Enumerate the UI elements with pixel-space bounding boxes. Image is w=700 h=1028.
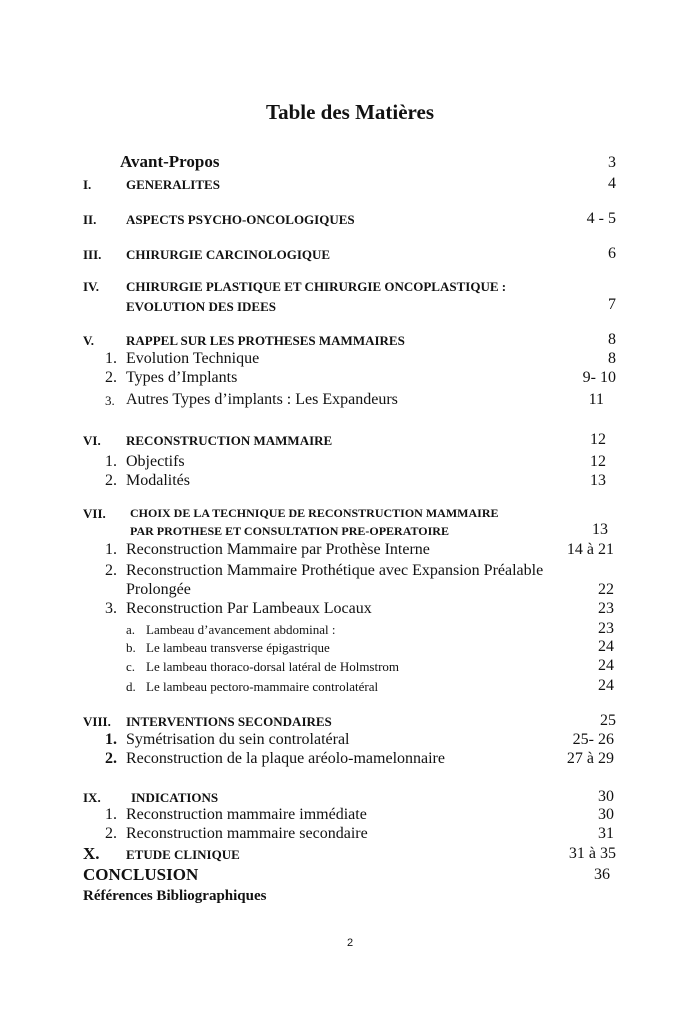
toc-item-page: 9- 10 xyxy=(582,369,616,386)
toc-item-number: 3. xyxy=(105,393,115,408)
toc-item-label: Symétrisation du sein controlatéral xyxy=(126,731,350,748)
toc-item-label-continued: Prolongée xyxy=(126,581,191,598)
toc-references-label: Références Bibliographiques xyxy=(83,888,267,904)
toc-section-page: 8 xyxy=(608,331,616,348)
toc-subitem-letter: b. xyxy=(126,640,136,655)
toc-section-page: 12 xyxy=(590,431,606,448)
toc-item-page: 23 xyxy=(598,600,614,617)
toc-section-page: 13 xyxy=(592,521,608,538)
toc-section-number: I. xyxy=(83,177,92,192)
toc-item-number: 2. xyxy=(105,472,117,489)
toc-section-label: ASPECTS PSYCHO-ONCOLOGIQUES xyxy=(126,212,355,227)
toc-section-label: RECONSTRUCTION MAMMAIRE xyxy=(126,433,333,448)
toc-section-label: CHIRURGIE CARCINOLOGIQUE xyxy=(126,247,331,262)
toc-item-number: 2. xyxy=(105,369,117,386)
toc-section-number: VII. xyxy=(83,506,106,521)
toc-section-number: II. xyxy=(83,212,97,227)
toc-section-number: VIII. xyxy=(83,714,111,729)
toc-section-label-continued: EVOLUTION DES IDEES xyxy=(126,299,277,314)
toc-section-label: RAPPEL SUR LES PROTHESES MAMMAIRES xyxy=(126,333,405,348)
toc-item-page: 22 xyxy=(598,581,614,598)
toc-section-label: GENERALITES xyxy=(126,177,220,192)
toc-avant-propos-page: 3 xyxy=(608,154,616,171)
toc-item-number: 1. xyxy=(105,806,117,823)
toc-item-label: Autres Types d’implants : Les Expandeurs xyxy=(126,391,398,408)
toc-item-page: 13 xyxy=(590,472,606,489)
toc-section-page: 30 xyxy=(598,788,614,805)
toc-subitem-label: Le lambeau pectoro-mammaire controlatéral xyxy=(146,679,379,694)
toc-section-page: 31 à 35 xyxy=(568,845,616,862)
toc-item-page: 8 xyxy=(608,350,616,367)
toc-subitem-letter: c. xyxy=(126,659,136,674)
toc-section-number: X. xyxy=(83,844,100,863)
toc-section-page: 25 xyxy=(600,712,616,729)
toc-item-label: Evolution Technique xyxy=(126,350,260,367)
toc-item-page: 30 xyxy=(598,806,614,823)
toc-section-label-continued: PAR PROTHESE ET CONSULTATION PRE-OPERATOIRE xyxy=(130,524,449,538)
toc-section-label: CHOIX DE LA TECHNIQUE DE RECONSTRUCTION MAMMAIRE xyxy=(130,506,499,520)
toc-section-label: INTERVENTIONS SECONDAIRES xyxy=(126,714,332,729)
toc-avant-propos-label: Avant-Propos xyxy=(120,152,220,171)
toc-section-number: IV. xyxy=(83,279,100,294)
toc-subitem-page: 24 xyxy=(598,657,614,674)
toc-section-page: 7 xyxy=(608,296,616,313)
toc-subitem-page: 23 xyxy=(598,620,614,637)
toc-subitem-page: 24 xyxy=(598,638,614,655)
toc-item-page: 25- 26 xyxy=(572,731,614,748)
toc-section-label: ETUDE CLINIQUE xyxy=(126,847,240,862)
toc-item-label: Modalités xyxy=(126,472,190,489)
toc-item-number: 2. xyxy=(105,750,117,767)
footer-page-number: 2 xyxy=(346,937,354,949)
toc-item-page: 12 xyxy=(590,453,606,470)
toc-item-label: Reconstruction de la plaque aréolo-mamelonnaire xyxy=(126,750,445,767)
toc-item-page: 14 à 21 xyxy=(566,541,614,558)
toc-section-page: 4 xyxy=(608,175,616,192)
toc-item-label: Reconstruction mammaire secondaire xyxy=(126,825,368,842)
toc-item-page: 27 à 29 xyxy=(566,750,614,767)
page-title: Table des Matières xyxy=(266,100,434,124)
toc-item-number: 2. xyxy=(105,825,117,842)
toc-item-number: 2. xyxy=(105,562,117,579)
toc-item-label: Reconstruction mammaire immédiate xyxy=(126,806,367,823)
toc-item-label: Types d’Implants xyxy=(126,369,238,386)
toc-item-label: Reconstruction Par Lambeaux Locaux xyxy=(126,600,372,617)
toc-section-label: INDICATIONS xyxy=(131,790,219,805)
toc-item-number: 1. xyxy=(105,541,117,558)
toc-conclusion-label: CONCLUSION xyxy=(83,865,199,884)
toc-section-number: V. xyxy=(83,333,94,348)
toc-subitem-letter: d. xyxy=(126,679,136,694)
toc-conclusion-page: 36 xyxy=(594,866,610,883)
toc-item-page: 11 xyxy=(588,391,604,408)
toc-subitem-letter: a. xyxy=(126,622,136,637)
toc-section-number: IX. xyxy=(83,790,101,805)
toc-subitem-label: Lambeau d’avancement abdominal : xyxy=(146,622,336,637)
toc-subitem-page: 24 xyxy=(598,677,614,694)
toc-section-number: III. xyxy=(83,247,102,262)
toc-item-number: 1. xyxy=(105,453,117,470)
toc-item-number: 3. xyxy=(105,600,117,617)
toc-item-label: Reconstruction Mammaire Prothétique avec Expansion Préalable xyxy=(126,562,544,579)
toc-subitem-label: Le lambeau thoraco-dorsal latéral de Holmstrom xyxy=(146,659,400,674)
toc-item-page: 31 xyxy=(598,825,614,842)
toc-section-page: 4 - 5 xyxy=(586,210,616,227)
toc-item-number: 1. xyxy=(105,731,117,748)
toc-section-label: CHIRURGIE PLASTIQUE ET CHIRURGIE ONCOPLASTIQUE : xyxy=(126,279,507,294)
toc-subitem-label: Le lambeau transverse épigastrique xyxy=(146,640,330,655)
toc-section-number: VI. xyxy=(83,433,101,448)
toc-section-page: 6 xyxy=(608,245,616,262)
toc-item-label: Reconstruction Mammaire par Prothèse Interne xyxy=(126,541,430,558)
toc-item-number: 1. xyxy=(105,350,117,367)
toc-item-label: Objectifs xyxy=(126,453,185,470)
